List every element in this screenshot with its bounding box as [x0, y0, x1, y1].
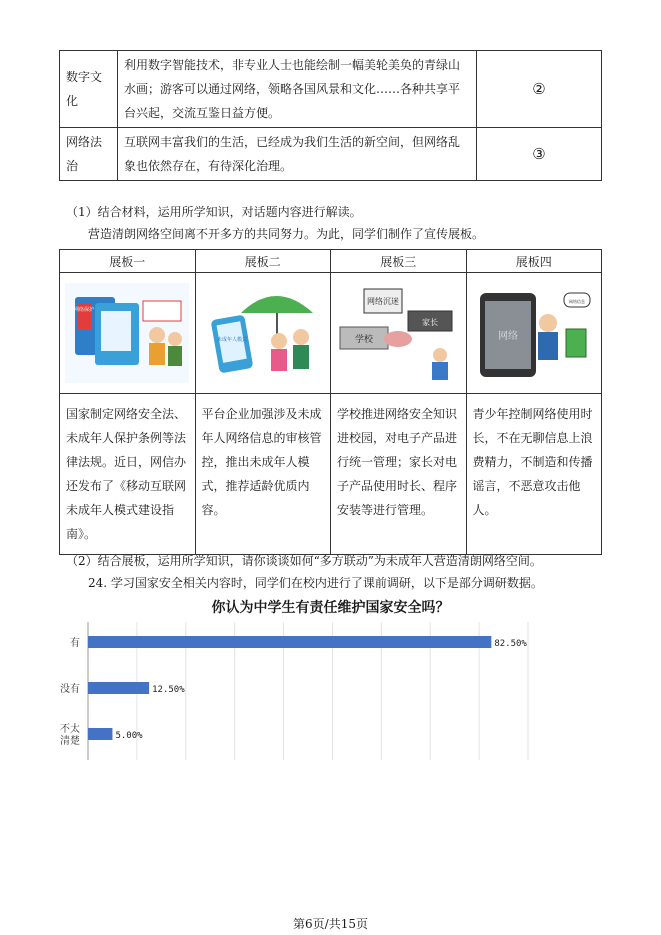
category-label: 没有 [60, 684, 80, 695]
phone-screen-label: 未成年人模式 [216, 337, 247, 343]
category-label: 不太清楚 [60, 724, 80, 747]
sign-label: 网络沉迷 [367, 297, 400, 306]
boards-text-row [60, 394, 602, 555]
board-3-image [331, 273, 467, 394]
board-2-text: 平台企业加强涉及未成年人网络信息的审核管控，推出未成年人模式，推荐适龄优质内容。 [195, 394, 331, 555]
topic-cell: 网络法治 [60, 128, 118, 181]
board-1-text: 国家制定网络安全法、未成年人保护条例等法律法规。近日，网信办还发布了《移动互联网未成年人模式建设指南》。 [60, 394, 196, 555]
boards-image-row [60, 273, 602, 394]
boards-header-row [60, 250, 602, 273]
question-2: （2）结合展板，运用所学知识，请你谈谈如何“多方联动”为未成年人营造清朗网络空间。 [66, 554, 542, 568]
survey-bar-chart [50, 622, 610, 762]
phone-label: 网络 [497, 331, 518, 342]
law-book-illustration [65, 283, 189, 383]
bar [88, 636, 491, 648]
table-row [60, 128, 602, 181]
board-4-title: 展板四 [466, 250, 602, 273]
umbrella-illustration [201, 283, 325, 383]
data-label: 5.00% [115, 731, 143, 741]
bar [88, 728, 112, 740]
content-cell: 互联网丰富我们的生活，已经成为我们生活的新空间，但网络乱象也依然存在，有待深化治理。 [117, 128, 476, 181]
boards-table [59, 249, 602, 555]
parent-label: 家长 [422, 318, 439, 327]
topic-cell: 数字文化 [60, 51, 118, 128]
question-1: （1）结合材料，运用所学知识，对话题内容进行解读。 [66, 205, 362, 219]
question-24: 24. 学习国家安全相关内容时，同学们在校内进行了课前调研，以下是部分调研数据。 [88, 576, 543, 590]
board-4-image [466, 273, 602, 394]
data-label: 82.50% [494, 639, 527, 649]
board-3-title: 展板三 [331, 250, 467, 273]
board-2-title: 展板二 [195, 250, 331, 273]
board-2-image [195, 273, 331, 394]
board-1-image [60, 273, 196, 394]
intro-text: 营造清朗网络空间离不开多方的共同努力。为此，同学们制作了宣传展板。 [88, 227, 485, 241]
handshake-illustration [336, 283, 460, 383]
category-label: 有 [70, 638, 80, 649]
bar [88, 682, 149, 694]
topic-table [59, 50, 602, 181]
board-3-text: 学校推进网络安全知识进校园，对电子产品进行统一管理；家长对电子产品使用时长、程序安装等进行管理。 [331, 394, 467, 555]
chart-title: 你认为中学生有责任维护国家安全吗？ [211, 600, 450, 616]
content-cell: 利用数字智能技术，非专业人士也能绘制一幅美轮美奂的青绿山水画；游客可以通过网络，领略各国风景和文化……各种共享平台兴起，交流互鉴日益方便。 [117, 51, 476, 128]
phone-boy-illustration [472, 283, 596, 383]
mark-cell: ③ [476, 128, 601, 181]
data-label: 12.50% [152, 685, 185, 695]
table-row [60, 51, 602, 128]
page-footer: 第6页/共15页 [293, 917, 368, 931]
law-book-label: 网络保护 [74, 307, 95, 313]
mark-cell: ② [476, 51, 601, 128]
board-4-text: 青少年控制网络使用时长，不在无聊信息上浪费精力，不制造和传播谣言，不恶意攻击他人。 [466, 394, 602, 555]
school-label: 学校 [355, 335, 374, 345]
board-1-title: 展板一 [60, 250, 196, 273]
bubble-label: 网络信息 [568, 299, 585, 304]
